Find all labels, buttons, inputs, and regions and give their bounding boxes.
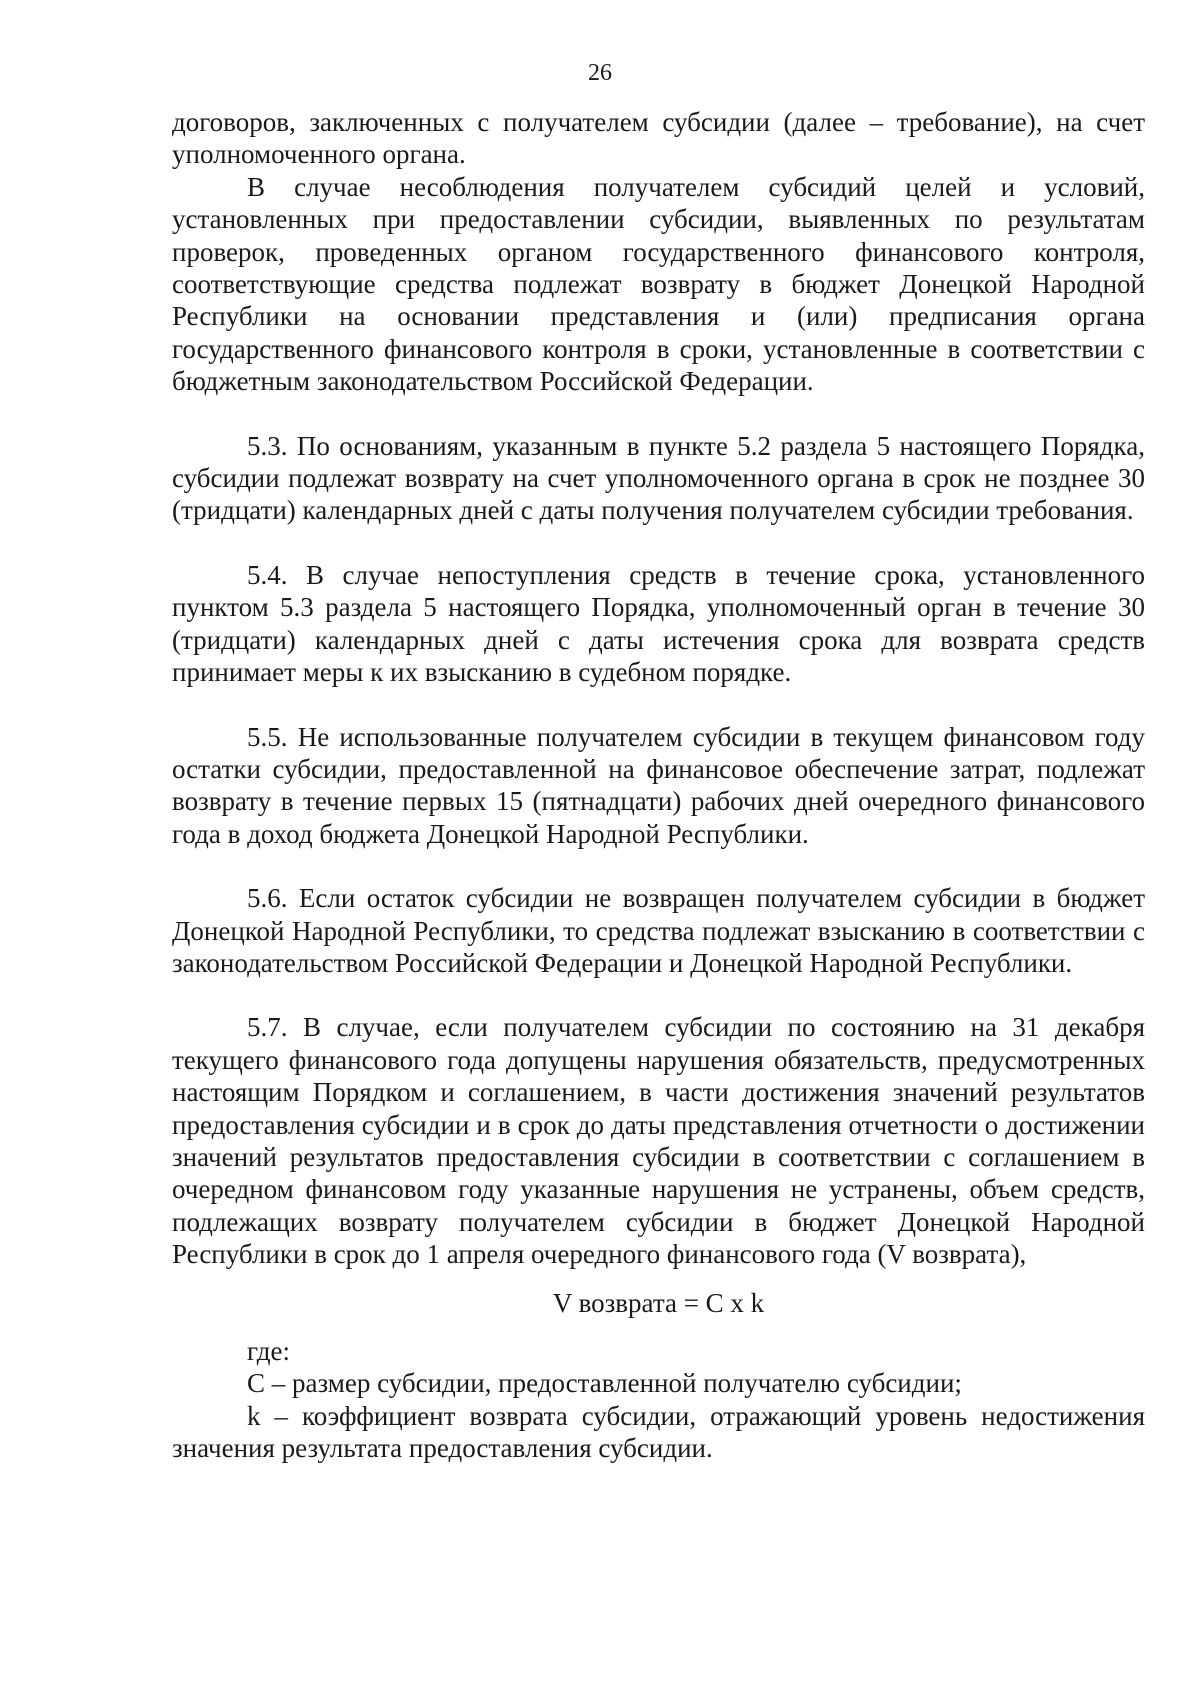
- paragraph-5-7: 5.7. В случае, если получателем субсидии по состоянию на 31 декабря текущего финансового года допущены нарушения обязательств, предусмотренных настоящим Порядком и соглашением, в части достижения значений результатов предоставления субсидии и в срок до даты представления отчетности о достижении значений результатов предоставления субсидии в соответствии с соглашением в очередном финансовом году указанные нарушения не устранены, объем средств, подлежащих возврату получателем субсидии в бюджет Донецкой Народной Республики в срок до 1 апреля очередного финансового года (V возврата),: [172, 1012, 1145, 1270]
- paragraph-5-3: 5.3. По основаниям, указанным в пункте 5.2 раздела 5 настоящего Порядка, субсидии подлежат возврату на счет уполномоченного органа в срок не позднее 30 (тридцати) календарных дней с даты получения получателем субсидии требования.: [172, 430, 1145, 526]
- definition-k: k – коэффициент возврата субсидии, отражающий уровень недостижения значения результата предоставления субсидии.: [172, 1400, 1145, 1464]
- paragraph-5-6: 5.6. Если остаток субсидии не возвращен получателем субсидии в бюджет Донецкой Народной Республики, то средства подлежат взысканию в соответствии с законодательством Российской Федерации и Донецкой Народной Республики.: [172, 883, 1145, 978]
- page-number: 26: [588, 60, 612, 86]
- paragraph-5-5: 5.5. Не использованные получателем субсидии в текущем финансовом году остатки субсидии, предоставленной на финансовое обеспечение затрат, подлежат возврату в течение первых 15 (пятнадцати) рабочих дней очередного финансового года в доход бюджета Донецкой Народной Республики.: [172, 721, 1145, 849]
- paragraph-nonobservance: В случае несоблюдения получателем субсидий целей и условий, установленных при предоставлении субсидии, выявленных по результатам проверок, проведенных органом государственного финансового контроля, соответствующие средства подлежат возврату в бюджет Донецкой Народной Республики на основании представления и (или) предписания органа государственного финансового контроля в сроки, установленные в соответствии с бюджетным законодательством Российской Федерации.: [172, 171, 1145, 397]
- paragraph-continuation: договоров, заключенных с получателем субсидии (далее – требование), на счет уполномоченного органа.: [172, 107, 1145, 170]
- return-volume-formula: V возврата = C x k: [552, 1287, 765, 1318]
- paragraph-5-4: 5.4. В случае непоступления средств в течение срока, установленного пунктом 5.3 раздела 5 настоящего Порядка, уполномоченный орган в течение 30 (тридцати) календарных дней с даты истечения срока для возврата средств принимает меры к их взысканию в судебном порядке.: [172, 559, 1145, 688]
- definition-c: C – размер субсидии, предоставленной получателю субсидии;: [247, 1368, 962, 1399]
- document-body: [172, 106, 1145, 1465]
- where-label: где:: [247, 1336, 290, 1366]
